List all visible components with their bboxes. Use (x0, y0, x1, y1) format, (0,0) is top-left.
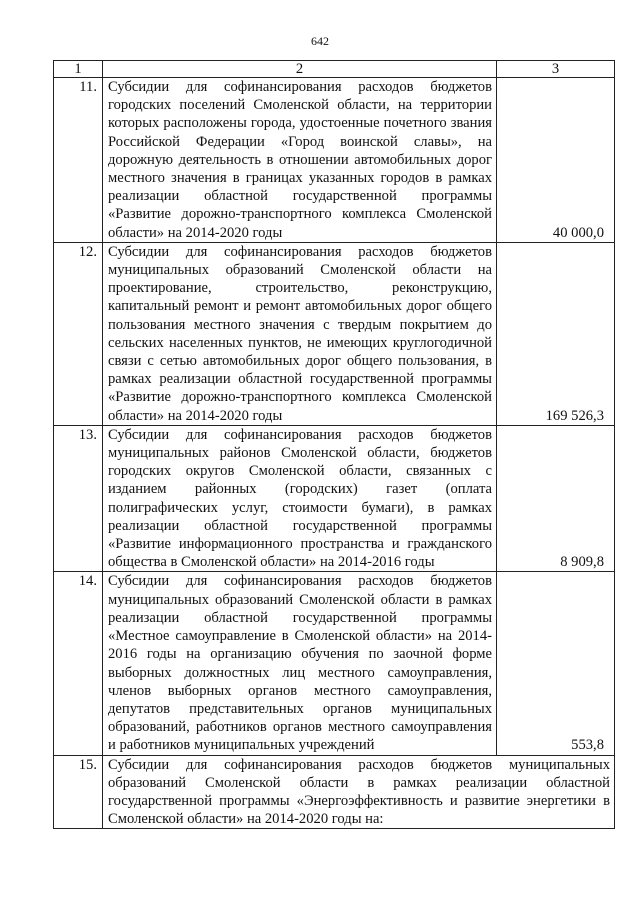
row-number: 14. (54, 572, 103, 755)
page-number: 642 (311, 34, 329, 48)
row-number: 13. (54, 425, 103, 572)
column-header-2: 2 (103, 61, 497, 78)
row-amount: 169 526,3 (497, 242, 615, 425)
row-description: Субсидии для софинансирования расходов бюджетов городских поселений Смоленской области, на территории которых расположены города, удостоенные почетного звания Российской Федерации «Город воинской славы», на дорожную деятельность в отношении автомобильных дорог местного значения в границах указанных городов в рамках реализации областной государственной программы «Развитие дорожно-транспортного комплекса Смоленской области» на 2014-2020 годы (103, 78, 497, 243)
row-description: Субсидии для софинансирования расходов бюджетов муниципальных образований Смоленской области на проектирование, строительство, реконструкцию, капитальный ремонт и ремонт автомобильных дорог общего пользования местного значения с твердым покрытием до сельских населенных пунктов, не имеющих круглогодичной связи с сетью автомобильных дорог общего пользования, в рамках реализации областной государственной программы «Развитие дорожно-транспортного комплекса Смоленской области» на 2014-2020 годы (103, 242, 497, 425)
table-row (54, 242, 615, 425)
table-row (54, 572, 615, 755)
column-header-1: 1 (54, 61, 103, 78)
row-description: Субсидии для софинансирования расходов бюджетов муниципальных образований Смоленской области в рамках реализации областной государственной программы «Местное самоуправление в Смоленской области» на 2014-2016 годы на организацию обучения по заочной форме выборных должностных лиц местного самоуправления, членов выборных органов местного самоуправления, депутатов представительных органов муниципальных образований, работников органов местного самоуправления и работников муниципальных учреждений (103, 572, 497, 755)
row-amount: 40 000,0 (497, 78, 615, 243)
table-row (54, 425, 615, 572)
table-row (54, 78, 615, 243)
row-number: 12. (54, 242, 103, 425)
row-amount: 8 909,8 (497, 425, 615, 572)
row-description: Субсидии для софинансирования расходов бюджетов муниципальных районов Смоленской области, бюджетов городских округов Смоленской области, связанных с изданием районных (городских) газет (оплата полиграфических услуг, стоимости бумаги), в рамках реализации областной государственной программы «Развитие информационного пространства и гражданского общества в Смоленской области» на 2014-2016 годы (103, 425, 497, 572)
row-amount: 553,8 (497, 572, 615, 755)
subsidies-table (53, 60, 615, 829)
table-header-row (54, 61, 615, 78)
row-number: 15. (54, 755, 103, 829)
table-row (54, 755, 615, 829)
column-header-3: 3 (497, 61, 615, 78)
row-number: 11. (54, 78, 103, 243)
row-description: Субсидии для софинансирования расходов бюджетов муниципальных образований Смоленской области в рамках реализации областной государственной программы «Энергоэффективность и развитие энергетики в Смоленской области» на 2014-2020 годы на: (103, 755, 615, 829)
